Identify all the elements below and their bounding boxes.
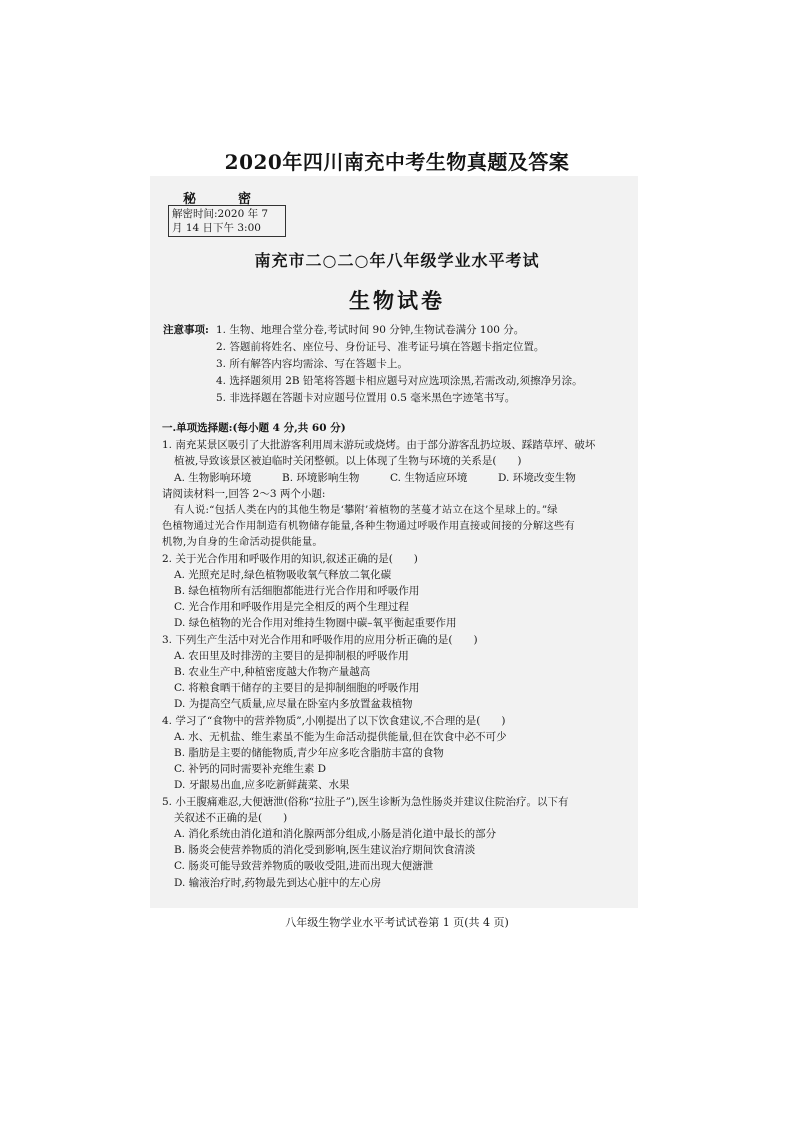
notice-label: 注意事项: [163, 324, 209, 336]
section-title: 一.单项选择题:(每小题 4 分,共 60 分) [162, 422, 346, 434]
notice-item: 3. 所有解答内容均需涂、写在答题卡上。 [216, 358, 408, 370]
q1-option: B. 环境影响生物 [282, 471, 360, 484]
q3-option: C. 将粮食晒干储存的主要目的是抑制细胞的呼吸作用 [174, 682, 420, 695]
q1-option: A. 生物影响环境 [174, 471, 252, 484]
notice-item: 1. 生物、地理合堂分卷,考试时间 90 分钟,生物试卷满分 100 分。 [216, 324, 525, 336]
unseal-time-box [168, 205, 286, 237]
question-section [162, 420, 637, 891]
passage-line: 色植物通过光合作用制造有机物储存能量,各种生物通过呼吸作用直接或间接的分解这些有 [162, 520, 575, 533]
q1-stem: 1. 南充某景区吸引了大批游客利用周末游玩或烧烤。由于部分游客乱扔垃圾、踩踏草坪、破坏 [162, 439, 596, 452]
q1-stem-cont: 植被,导致该景区被迫临时关闭整顿。以上体现了生物与环境的关系是( ) [174, 455, 522, 468]
q5-option: A. 消化系统由消化道和消化腺两部分组成,小肠是消化道中最长的部分 [174, 828, 497, 841]
q3-option: A. 农田里及时排涝的主要目的是抑制根的呼吸作用 [174, 649, 409, 662]
q5-option: B. 肠炎会使营养物质的消化受到影响,医生建议治疗期间饮食清淡 [174, 844, 476, 857]
q2-stem: 2. 关于光合作用和呼吸作用的知识,叙述正确的是( ) [162, 552, 418, 565]
notice-item: 2. 答题前将姓名、座位号、身份证号、准考证号填在答题卡指定位置。 [216, 341, 545, 353]
q3-option: D. 为提高空气质量,应尽量在卧室内多放置盆栽植物 [174, 698, 413, 711]
q4-option: B. 脂肪是主要的储能物质,青少年应多吃含脂肪丰富的食物 [174, 747, 444, 760]
reading-intro: 请阅读材料一,回答 2～3 两个小题: [162, 487, 326, 500]
q4-option: C. 补钙的同时需要补充维生素 D [174, 763, 327, 776]
q2-option: B. 绿色植物所有活细胞都能进行光合作用和呼吸作用 [174, 585, 420, 598]
subject-title: 生物试卷 [349, 288, 445, 313]
q4-option: A. 水、无机盐、维生素虽不能为生命活动提供能量,但在饮食中必不可少 [174, 730, 507, 743]
q5-stem-cont: 关叙述不正确的是( ) [174, 811, 288, 824]
secret-char-2: 密 [238, 192, 254, 207]
q4-option: D. 牙龈易出血,应多吃新鲜蔬菜、水果 [174, 779, 350, 792]
q3-option: B. 农业生产中,种植密度越大作物产量越高 [174, 666, 371, 679]
notice-block [163, 322, 633, 407]
q2-option: D. 绿色植物的光合作用对维持生物圈中碳–氧平衡起重要作用 [174, 617, 457, 630]
q1-options [162, 470, 637, 486]
q2-option: C. 光合作用和呼吸作用是完全相反的两个生理过程 [174, 601, 409, 614]
passage-line: 有人说:“包括人类在内的其他生物是‘攀附’着植物的茎蔓才站立在这个星球上的。”绿 [174, 504, 558, 517]
q5-option: C. 肠炎可能导致营养物质的吸收受阻,进而出现大便溏泄 [174, 860, 434, 873]
page-footer: 八年级生物学业水平考试试卷第 1 页(共 4 页) [285, 916, 509, 929]
exam-title: 南充市二○二○年八年级学业水平考试 [254, 251, 540, 270]
q4-stem: 4. 学习了“食物中的营养物质”,小刚提出了以下饮食建议,不合理的是( ) [162, 714, 506, 727]
secret-char-1: 秘 [183, 192, 199, 207]
unseal-line-1: 解密时间:2020 年 7 [172, 208, 269, 220]
q5-option: D. 输液治疗时,药物最先到达心脏中的左心房 [174, 876, 382, 889]
q1-option: D. 环境改变生物 [498, 471, 576, 484]
unseal-line-2: 月 14 日下午 3:00 [172, 222, 261, 234]
q5-stem: 5. 小王腹痛难忍,大便溏泄(俗称“拉肚子”),医生诊断为急性肠炎并建议住院治疗。以下有 [162, 795, 569, 808]
notice-item: 4. 选择题须用 2B 铅笔将答题卡相应题号对应选项涂黑,若需改动,须擦净另涂。 [216, 375, 583, 387]
document-title: 2020年四川南充中考生物真题及答案 [224, 150, 570, 174]
notice-item: 5. 非选择题在答题卡对应题号位置用 0.5 毫米黑色字迹笔书写。 [216, 392, 516, 404]
q2-option: A. 光照充足时,绿色植物吸收氧气释放二氧化碳 [174, 568, 392, 581]
passage-line: 机物,为自身的生命活动提供能量。 [162, 536, 323, 549]
q3-stem: 3. 下列生产生活中对光合作用和呼吸作用的应用分析正确的是( ) [162, 633, 478, 646]
q1-option: C. 生物适应环境 [390, 471, 468, 484]
